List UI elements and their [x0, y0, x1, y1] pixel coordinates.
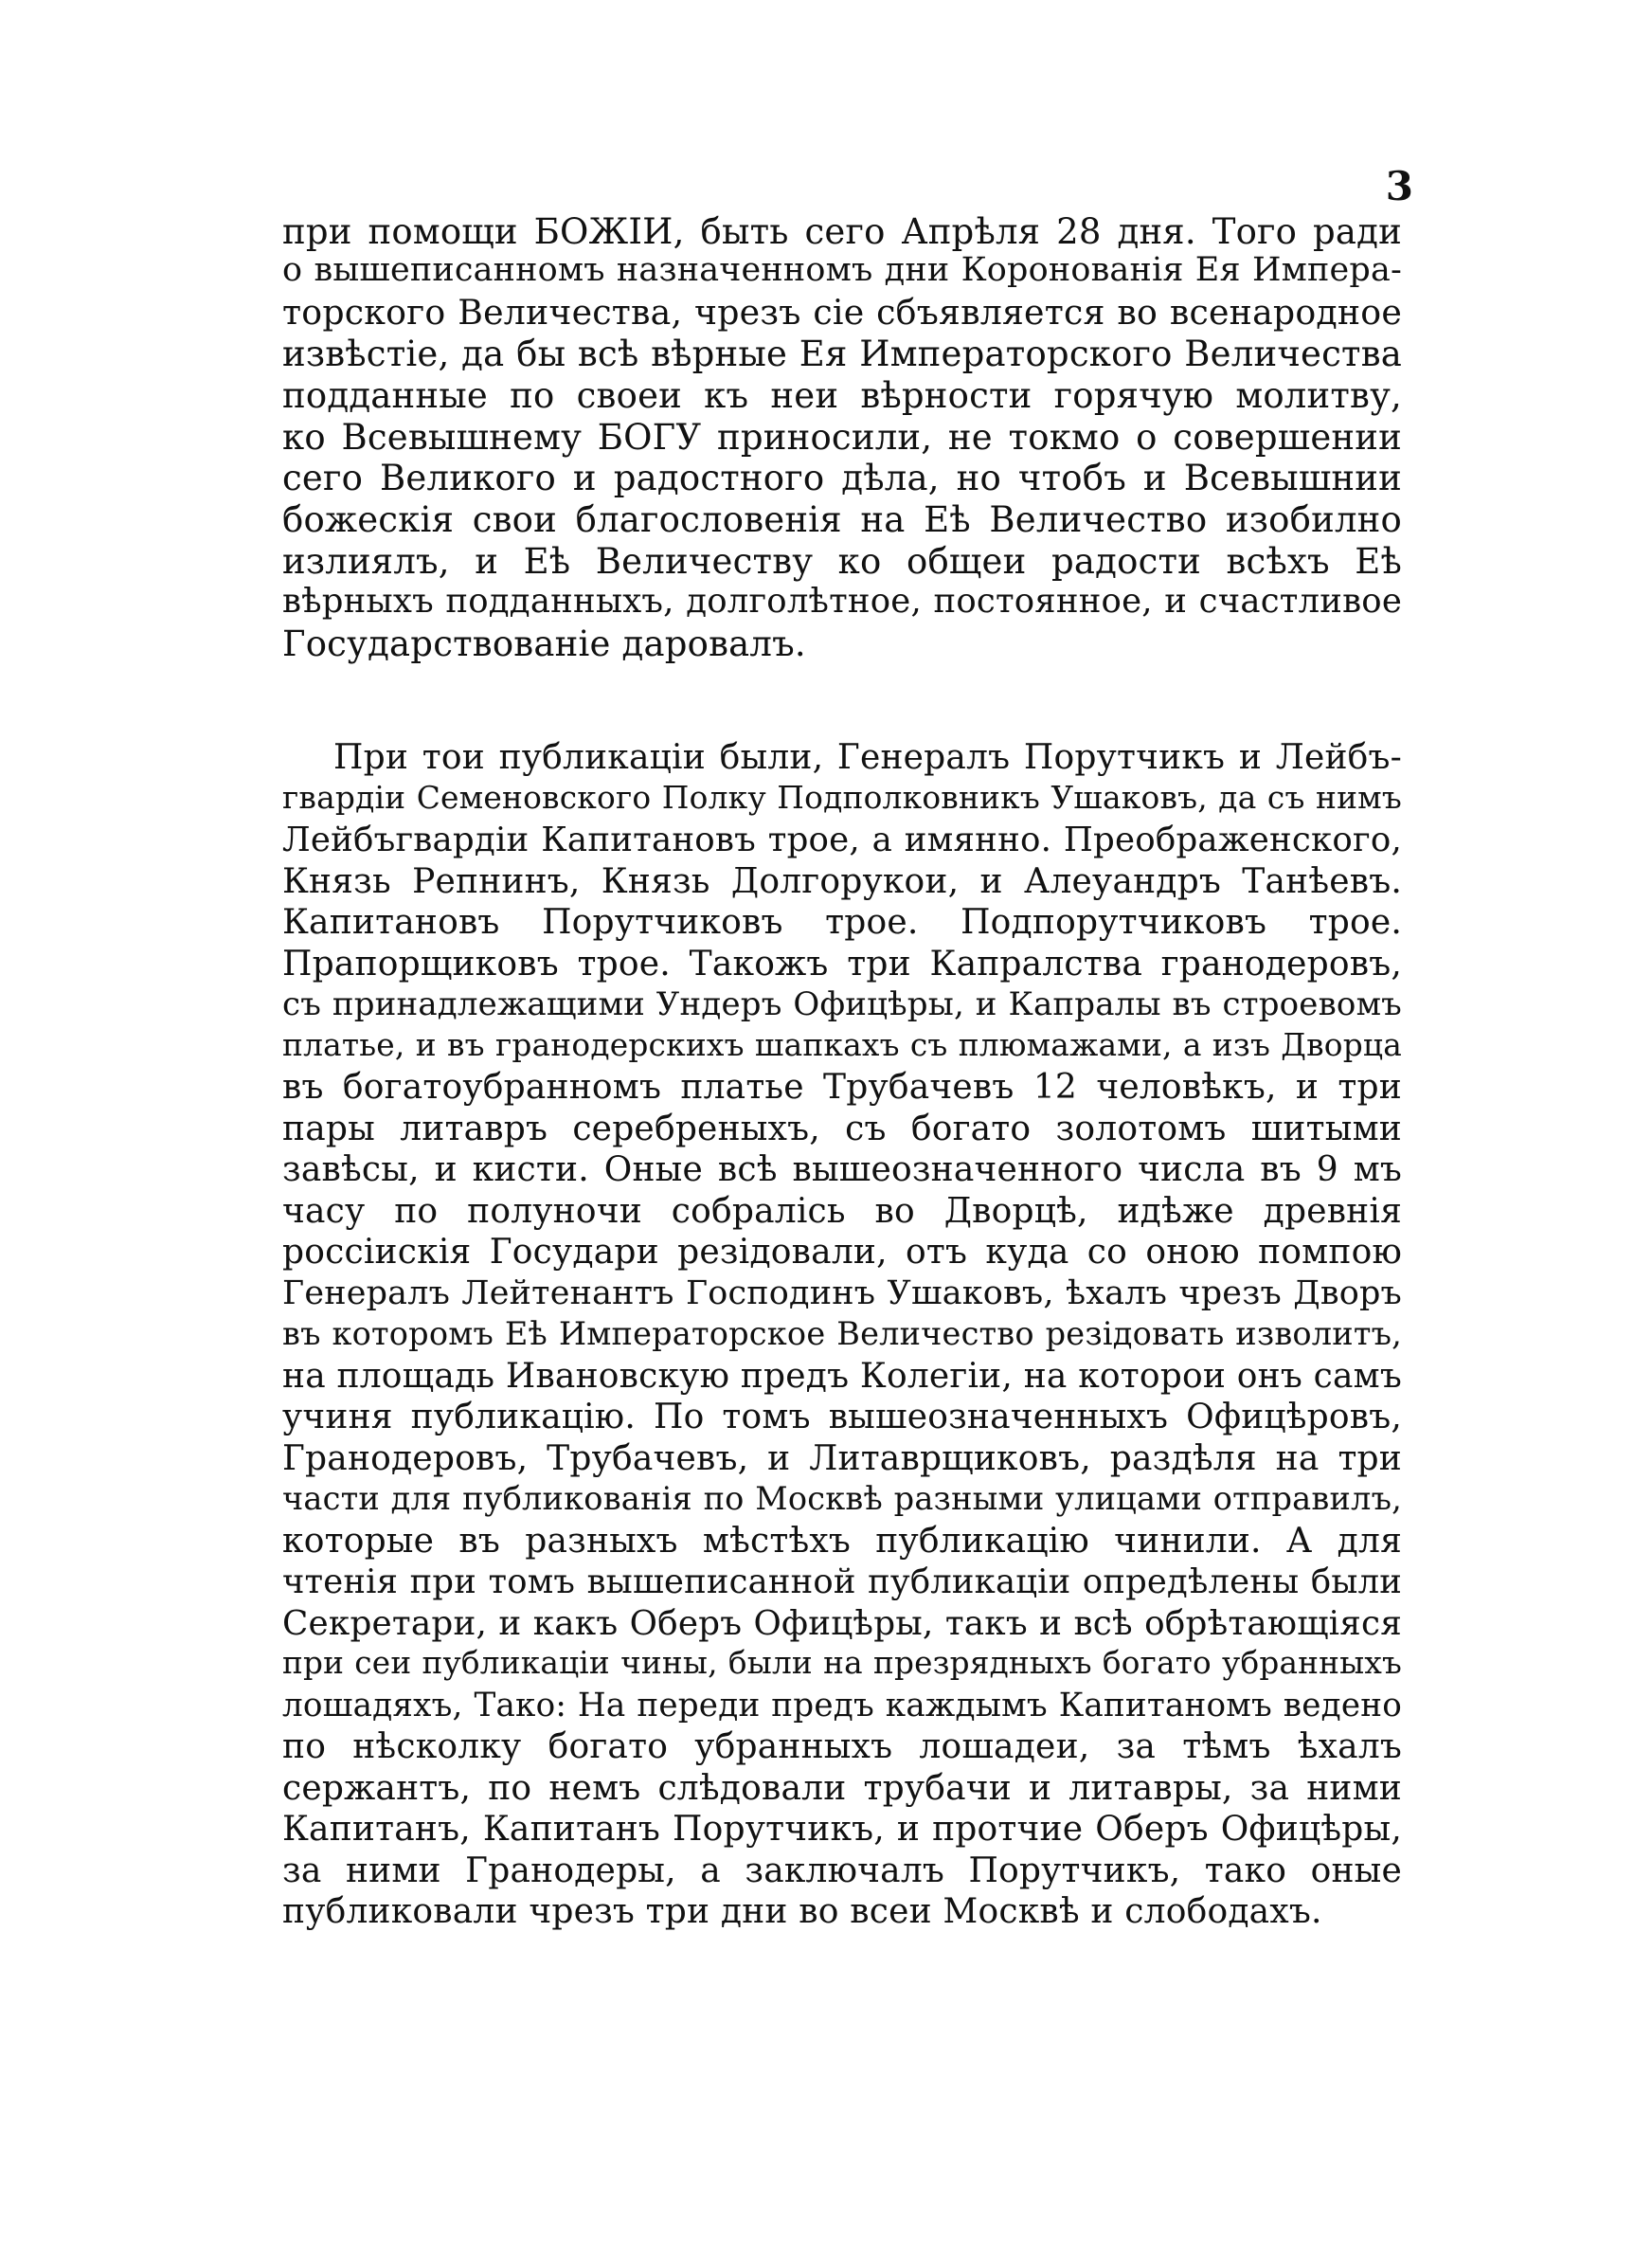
text-line: ко Всевышнему БОГУ приносили, не токмо о совершении: [282, 417, 1402, 458]
text-line: при помощи БОЖІИ, быть сего Апрѣля 28 дня. Того ради: [282, 211, 1402, 252]
text-line: При тои публикаціи были, Генералъ Порутчикъ и Лейбъ-: [333, 738, 1402, 777]
text-line: Капитановъ Порутчиковъ трое. Подпорутчиковъ трое.: [282, 903, 1402, 942]
text-line: чтенія при томъ вышеписанной публикаціи опредѣлены были: [282, 1562, 1402, 1601]
text-line: сержантъ, по немъ слѣдовали трубачи и литавры, за ними: [282, 1769, 1402, 1808]
text-line: съ принадлежащими Ундеръ Офицѣры, и Капралы въ строевомъ: [282, 985, 1402, 1023]
text-line: Генералъ Лейтенантъ Господинъ Ушаковъ, ѣхалъ чрезъ Дворъ: [282, 1274, 1402, 1312]
text-line: Капитанъ, Капитанъ Порутчикъ, и протчие Оберъ Офицѣры,: [282, 1810, 1402, 1849]
text-line: за ними Гранодеры, а заключалъ Порутчикъ, тако оные: [282, 1851, 1402, 1890]
text-line: гвардіи Семеновского Полку Подполковникъ Ушаковъ, да съ нимъ: [282, 780, 1402, 816]
text-line: завѣсы, и кисти. Оные всѣ вышеозначенного числа въ 9 мъ: [282, 1150, 1402, 1189]
text-line: лошадяхъ, Тако: На переди предъ каждымъ Капитаномъ ведено: [282, 1687, 1402, 1724]
text-line: о вышеписанномъ назначенномъ дни Коронованія Ея Импера-: [282, 251, 1402, 289]
text-line: божескія свои благословенія на Еѣ Величество изобилно: [282, 499, 1402, 540]
text-line: Государствованіе даровалъ.: [282, 623, 806, 664]
text-line: часу по полуночи собралісь во Дворцѣ, идѣже древнія: [282, 1192, 1402, 1231]
text-line: въ богатоубранномъ платье Трубачевъ 12 человѣкъ, и три: [282, 1068, 1402, 1107]
text-line: при сеи публикаціи чины, были на презрядныхъ богато убранныхъ: [282, 1645, 1402, 1681]
text-line: на площадь Ивановскую предъ Колегіи, на которои онъ самъ: [282, 1357, 1402, 1396]
text-line: учиня публикацію. По томъ вышеозначенныхъ Офицѣровъ,: [282, 1398, 1402, 1436]
text-line: платье, и въ гранодерскихъ шапкахъ съ плюмажами, а изъ Дворца: [282, 1027, 1402, 1063]
text-line: сего Великого и радостного дѣла, но чтобъ и Всевышнии: [282, 458, 1402, 498]
text-line: извѣстіе, да бы всѣ вѣрные Ея Императорского Величества: [282, 334, 1402, 374]
text-line: публиковали чрезъ три дни во всеи Москвѣ и слободахъ.: [282, 1892, 1322, 1931]
page-number: 3: [1385, 163, 1413, 209]
text-line: россіискія Государи резідовали, отъ куда со оною помпою: [282, 1233, 1402, 1272]
text-line: излиялъ, и Еѣ Величеству ко общеи радости всѣхъ Еѣ: [282, 541, 1402, 582]
text-line: части для публикованія по Москвѣ разными улицами отправилъ,: [282, 1480, 1402, 1517]
text-line: вѣрныхъ подданныхъ, долголѣтное, постоянное, и счастливое: [282, 582, 1402, 621]
text-line: которые въ разныхъ мѣстѣхъ публикацію чинили. А для: [282, 1522, 1402, 1561]
text-line: подданные по своеи къ неи вѣрности горячую молитву,: [282, 375, 1402, 416]
text-line: Князь Репнинъ, Князь Долгорукои, и Алеуандръ Танѣевъ.: [282, 862, 1402, 901]
text-line: Гранодеровъ, Трубачевъ, и Литаврщиковъ, раздѣля на три: [282, 1439, 1402, 1478]
text-line: по нѣсколку богато убранныхъ лошадеи, за тѣмъ ѣхалъ: [282, 1727, 1402, 1766]
text-line: Прапорщиковъ трое. Такожъ три Капралства гранодеровъ,: [282, 945, 1402, 984]
text-line: въ которомъ Еѣ Императорское Величество резідовать изволитъ,: [282, 1315, 1402, 1352]
text-line: Секретари, и какъ Оберъ Офицѣры, такъ и всѣ обрѣтающіяся: [282, 1604, 1402, 1643]
text-line: торского Величества, чрезъ сіе сбъявляется во всенародное: [282, 292, 1402, 333]
text-line: пары литавръ серебреныхъ, съ богато золотомъ шитыми: [282, 1110, 1402, 1148]
text-line: Лейбъгвардіи Капитановъ трое, а имянно. Преображенского,: [282, 821, 1402, 859]
